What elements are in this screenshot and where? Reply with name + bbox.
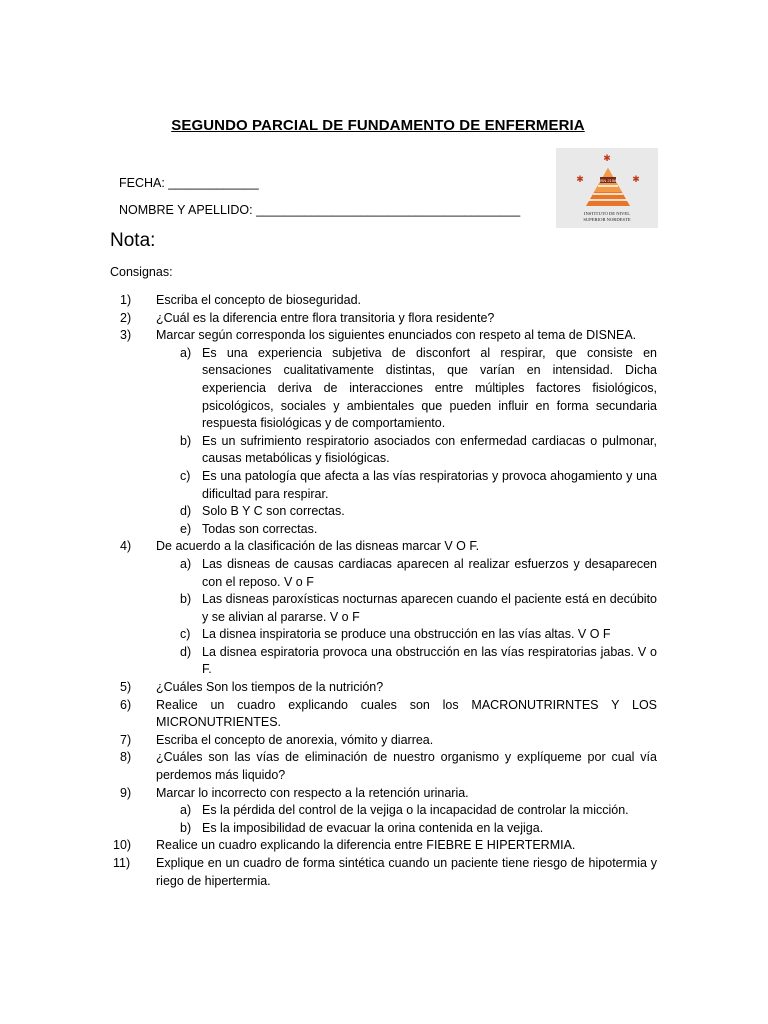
question-item [120, 697, 657, 732]
question-text: Marcar según corresponda los siguientes enunciados con respeto al tema de DISNEA. [156, 328, 637, 343]
option-letter: a) [180, 345, 192, 360]
logo-box-text: ISN 2158 [599, 178, 617, 183]
option-letter: a) [180, 803, 192, 818]
option-letter: b) [180, 820, 192, 835]
question-number: 4) [120, 539, 132, 554]
option-letter: b) [180, 592, 192, 607]
question-item [120, 749, 657, 784]
question-text: ¿Cuál es la diferencia entre flora transitoria y flora residente? [156, 310, 495, 325]
nota-label: Nota: [110, 230, 156, 251]
question-text: Escriba el concepto de anorexia, vómito y diarrea. [156, 732, 434, 747]
question-item [113, 837, 657, 855]
option-text: Es una patología que afecta a las vías respiratorias y provoca ahogamiento y una dificultad para respirar. [202, 468, 657, 501]
question-text: Realice un cuadro explicando la diferencia entre FIEBRE E HIPERTERMIA. [156, 838, 576, 853]
option-text: Solo B Y C son correctas. [202, 504, 345, 519]
nombre-field: NOMBRE Y APELLIDO: ______________________________________ [119, 203, 521, 217]
option-text: La disnea inspiratoria se produce una obstrucción en las vías altas. V O F [202, 627, 611, 642]
question-text: Realice un cuadro explicando cuales son los MACRONUTRIRNTES Y LOS MICRONUTRIENTES. [156, 697, 657, 730]
question-item [120, 538, 657, 556]
question-number: 7) [120, 732, 132, 747]
options-block [120, 802, 657, 837]
question-number: 10) [113, 838, 132, 853]
questions-list [113, 292, 657, 890]
question-item [120, 310, 657, 328]
option-item [156, 802, 657, 820]
option-item [156, 468, 657, 503]
question-item [120, 732, 657, 750]
document-title: SEGUNDO PARCIAL DE FUNDAMENTO DE ENFERMERIA [171, 117, 585, 134]
option-text: Es la pérdida del control de la vejiga o la incapacidad de controlar la micción. [202, 803, 629, 818]
option-letter: d) [180, 644, 192, 659]
question-number: 8) [120, 750, 132, 765]
question-item [120, 679, 657, 697]
fecha-field: FECHA: _____________ [119, 176, 259, 190]
option-text: Es una experiencia subjetiva de disconfort al respirar, que consiste en sensaciones cualitativamente distintas, que varían en intensidad. Dicha experiencia deriva de interacciones entre múltiples factores fisiológicos, psicológicos, sociales y ambientales que pueden influir en forma secundaria respuesta fisiológicas y de comportamiento. [202, 345, 657, 431]
question-item [120, 327, 657, 345]
svg-text:✱: ✱ [632, 174, 640, 184]
question-text: ¿Cuáles Son los tiempos de la nutrición? [156, 680, 384, 695]
question-item [120, 785, 657, 803]
option-item [156, 644, 657, 679]
question-number: 3) [120, 328, 132, 343]
question-number: 5) [120, 680, 132, 695]
question-text: ¿Cuáles son las vías de eliminación de nuestro organismo y explíqueme por cual vía perdemos más liquido? [156, 750, 657, 783]
option-item [156, 820, 657, 838]
question-number: 9) [120, 785, 132, 800]
option-letter: a) [180, 556, 192, 571]
question-item [113, 855, 657, 890]
logo-line-2: SUPERIOR NORDESTE [583, 217, 631, 222]
option-item [156, 345, 657, 433]
option-letter: c) [180, 627, 191, 642]
option-letter: d) [180, 504, 192, 519]
question-number: 6) [120, 697, 132, 712]
option-text: La disnea espiratoria provoca una obstrucción en las vías respiratorias jabas. V o F. [202, 644, 657, 677]
option-item [156, 591, 657, 626]
option-item [156, 626, 657, 644]
option-letter: e) [180, 521, 192, 536]
question-text: Explique en un cuadro de forma sintética cuando un paciente tiene riesgo de hipotermia y riego de hipertermia. [156, 856, 657, 888]
options-block [120, 345, 657, 539]
svg-text:✱: ✱ [603, 153, 611, 163]
question-item [120, 292, 657, 310]
option-letter: c) [180, 468, 191, 483]
option-text: Es un sufrimiento respiratorio asociados con enfermedad cardiacas o pulmonar, causas metabólicas y fisiológicas. [202, 433, 657, 466]
question-number: 11) [113, 856, 131, 870]
option-text: Todas son correctas. [202, 521, 318, 536]
option-letter: b) [180, 433, 192, 448]
question-text: De acuerdo a la clasificación de las disneas marcar V O F. [156, 539, 480, 554]
option-item [156, 521, 657, 539]
consignas-label: Consignas: [110, 265, 173, 279]
question-number: 1) [120, 293, 132, 307]
options-block [120, 556, 657, 679]
option-text: Es la imposibilidad de evacuar la orina contenida en la vejiga. [202, 820, 544, 835]
option-item [156, 503, 657, 521]
question-text: Marcar lo incorrecto con respecto a la retención urinaria. [156, 785, 469, 800]
question-text: Escriba el concepto de bioseguridad. [156, 293, 361, 307]
svg-text:✱: ✱ [576, 174, 584, 184]
option-text: Las disneas de causas cardiacas aparecen al realizar esfuerzos y desaparecen con el reposo. V o F [202, 556, 657, 589]
logo-line-1: INSTITUTO DE NIVEL [583, 211, 631, 216]
institute-logo [556, 148, 658, 228]
question-number: 2) [120, 310, 132, 325]
pyramid-logo-icon [556, 148, 658, 228]
option-item [156, 556, 657, 591]
option-text: Las disneas paroxísticas nocturnas aparecen cuando el paciente está en decúbito y se alivian al pararse. V o F [202, 592, 657, 624]
option-item [156, 433, 657, 468]
